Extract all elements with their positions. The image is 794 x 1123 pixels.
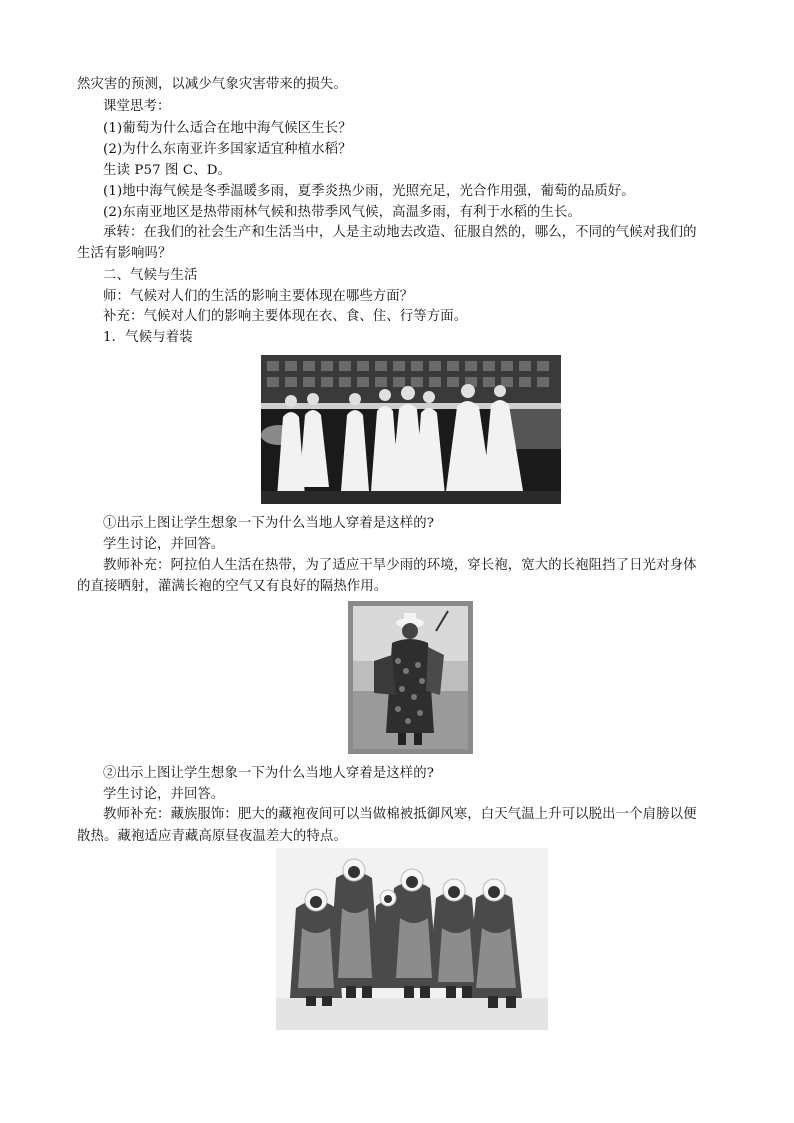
paragraph: 然灾害的预测，以减少气象灾害带来的损失。 [77, 77, 347, 92]
paragraph: 教师补充：藏族服饰：肥大的藏袍夜间可以当做棉被抵御风寒，白天气温上升可以脱出一个肩膀以便 [103, 807, 697, 822]
arab-robes-photo [261, 355, 561, 504]
paragraph: (2)东南亚地区是热带雨林气候和热带季风气候，高温多雨，有利于水稻的生长。 [103, 205, 581, 220]
paragraph: (1)葡萄为什么适合在地中海气候区生长？ [103, 121, 352, 136]
paragraph: ②出示上图让学生想象一下为什么当地人穿着是这样的? [103, 766, 435, 781]
paragraph: 散热。藏袍适应青藏高原昼夜温差大的特点。 [77, 829, 347, 844]
tibetan-robe-photo [348, 601, 473, 754]
paragraph: 生读 P57 图 C、D。 [103, 163, 232, 178]
inuit-fur-photo [276, 848, 548, 1030]
paragraph: 补充：气候对人们的影响主要体现在衣、食、住、行等方面。 [103, 309, 468, 324]
paragraph: 学生讨论，并回答。 [103, 787, 225, 802]
paragraph: 承转：在我们的社会生产和生活当中，人是主动地去改造、征服自然的，哪么，不同的气候对我们的 [103, 225, 697, 240]
subsection-heading: 1．气候与着装 [103, 330, 193, 345]
paragraph: 教师补充：阿拉伯人生活在热带，为了适应干旱少雨的环境，穿长袍，宽大的长袍阻挡了日光对身体 [103, 558, 697, 573]
paragraph: ①出示上图让学生想象一下为什么当地人穿着是这样的? [103, 516, 435, 531]
section-heading: 二、气候与生活 [103, 268, 198, 283]
paragraph: (1)地中海气候是冬季温暖多雨，夏季炎热少雨，光照充足，光合作用强，葡萄的品质好。 [103, 184, 635, 199]
paragraph: (2)为什么东南亚许多国家适宜种植水稻？ [103, 142, 352, 157]
paragraph: 的直接晒射，灌满长袍的空气又有良好的隔热作用。 [77, 579, 388, 594]
paragraph: 学生讨论，并回答。 [103, 537, 225, 552]
paragraph: 生活有影响吗？ [77, 246, 172, 261]
paragraph: 师：气候对人们的生活的影响主要体现在哪些方面？ [103, 289, 414, 304]
paragraph: 课堂思考： [103, 99, 171, 114]
